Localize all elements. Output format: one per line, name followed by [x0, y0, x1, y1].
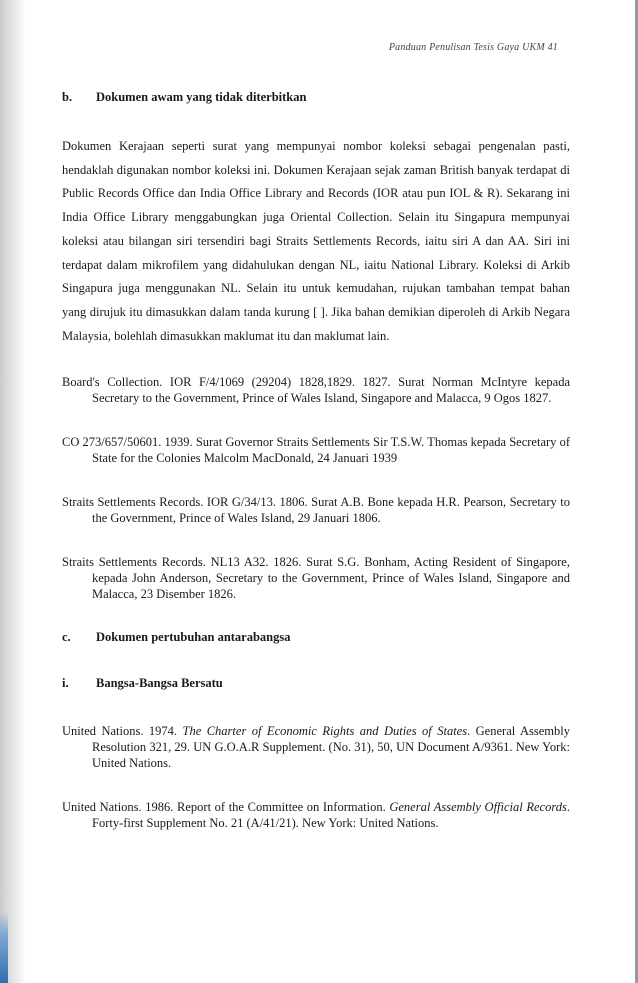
- subsection-heading-i: [62, 676, 570, 691]
- section-heading-c: [62, 630, 570, 645]
- section-title: Dokumen awam yang tidak diterbitkan: [96, 90, 307, 104]
- section-number: b.: [62, 90, 73, 104]
- body-paragraph: Dokumen Kerajaan seperti surat yang mempunyai nombor koleksi sebagai pengenalan pasti, hendaklah digunakan nombor koleksi ini. Dokumen Kerajaan sejak zaman British banyak terdapat di Public Records Office dan India Office Library and Records (IOR atau pun IOL & R). Sekarang ini India Office Library menggabungkan juga Oriental Collection. Selain itu Singapura mempunyai koleksi atau bilangan siri tersendiri bagi Straits Settlements Records, iaitu siri A dan AA. Siri ini terdapat dalam mikrofilem yang didahulukan dengan NL, iaitu National Library. Koleksi di Arkib Singapura juga menggunakan NL. Selain itu untuk kemudahan, rujukan tambahan tempat bahan yang dirujuk itu dimasukkan dalam tanda kurung [ ]. Jika bahan demikian diperoleh di Arkib Negara Malaysia, bolehlah dimasukkan maklumat itu dan maklumat lain.: [62, 139, 570, 343]
- reference-entry: CO 273/657/50601. 1939. Surat Governor Straits Settlements Sir T.S.W. Thomas kepada Secretary of State for the Colonies Malcolm MacDonald, 24 Januari 1939: [62, 435, 570, 466]
- reference-text: . Forty-first Supplement No. 21 (A/41/21). New York: United Nations.: [92, 800, 570, 831]
- reference-entry-un: [62, 799, 570, 831]
- binding-color-strip: [0, 913, 8, 983]
- reference-title-italic: General Assembly Official Records: [389, 800, 567, 815]
- section-number: i.: [62, 676, 69, 691]
- reference-title-italic: The Charter of Economic Rights and Duties of States: [182, 724, 468, 739]
- section-heading-b: [62, 90, 570, 105]
- reference-text: United Nations. 1986. Report of the Committee on Information.: [62, 800, 390, 815]
- section-title: Bangsa-Bangsa Bersatu: [96, 676, 223, 691]
- reference-text: United Nations. 1974.: [62, 724, 183, 739]
- reference-text: . General Assembly Resolution 321, 29. UN G.O.A.R Supplement. (No. 31), 50, UN Document A/9361. New York: United Nations.: [92, 724, 570, 771]
- running-head: Panduan Penulisan Tesis Gaya UKM 41: [388, 42, 558, 53]
- reference-entry-un: [62, 723, 570, 771]
- binding-shadow: [0, 0, 26, 983]
- reference-entry: Straits Settlements Records. IOR G/34/13. 1806. Surat A.B. Bone kepada H.R. Pearson, Secretary to the Government, Prince of Wales Island, 29 Januari 1806.: [62, 495, 570, 526]
- section-title: Dokumen pertubuhan antarabangsa: [96, 630, 291, 645]
- reference-entry: Board's Collection. IOR F/4/1069 (29204) 1828,1829. 1827. Surat Norman McIntyre kepada Secretary to the Government, Prince of Wales Island, Singapore and Malacca, 9 Ogos 1827.: [62, 375, 570, 406]
- reference-entry: Straits Settlements Records. NL13 A32. 1826. Surat S.G. Bonham, Acting Resident of Singapore, kepada John Anderson, Secretary to the Government, Prince of Wales Island, Singapore and Malacca, 23 Disember 1826.: [62, 555, 570, 602]
- page-content: [62, 90, 570, 859]
- section-number: c.: [62, 630, 71, 645]
